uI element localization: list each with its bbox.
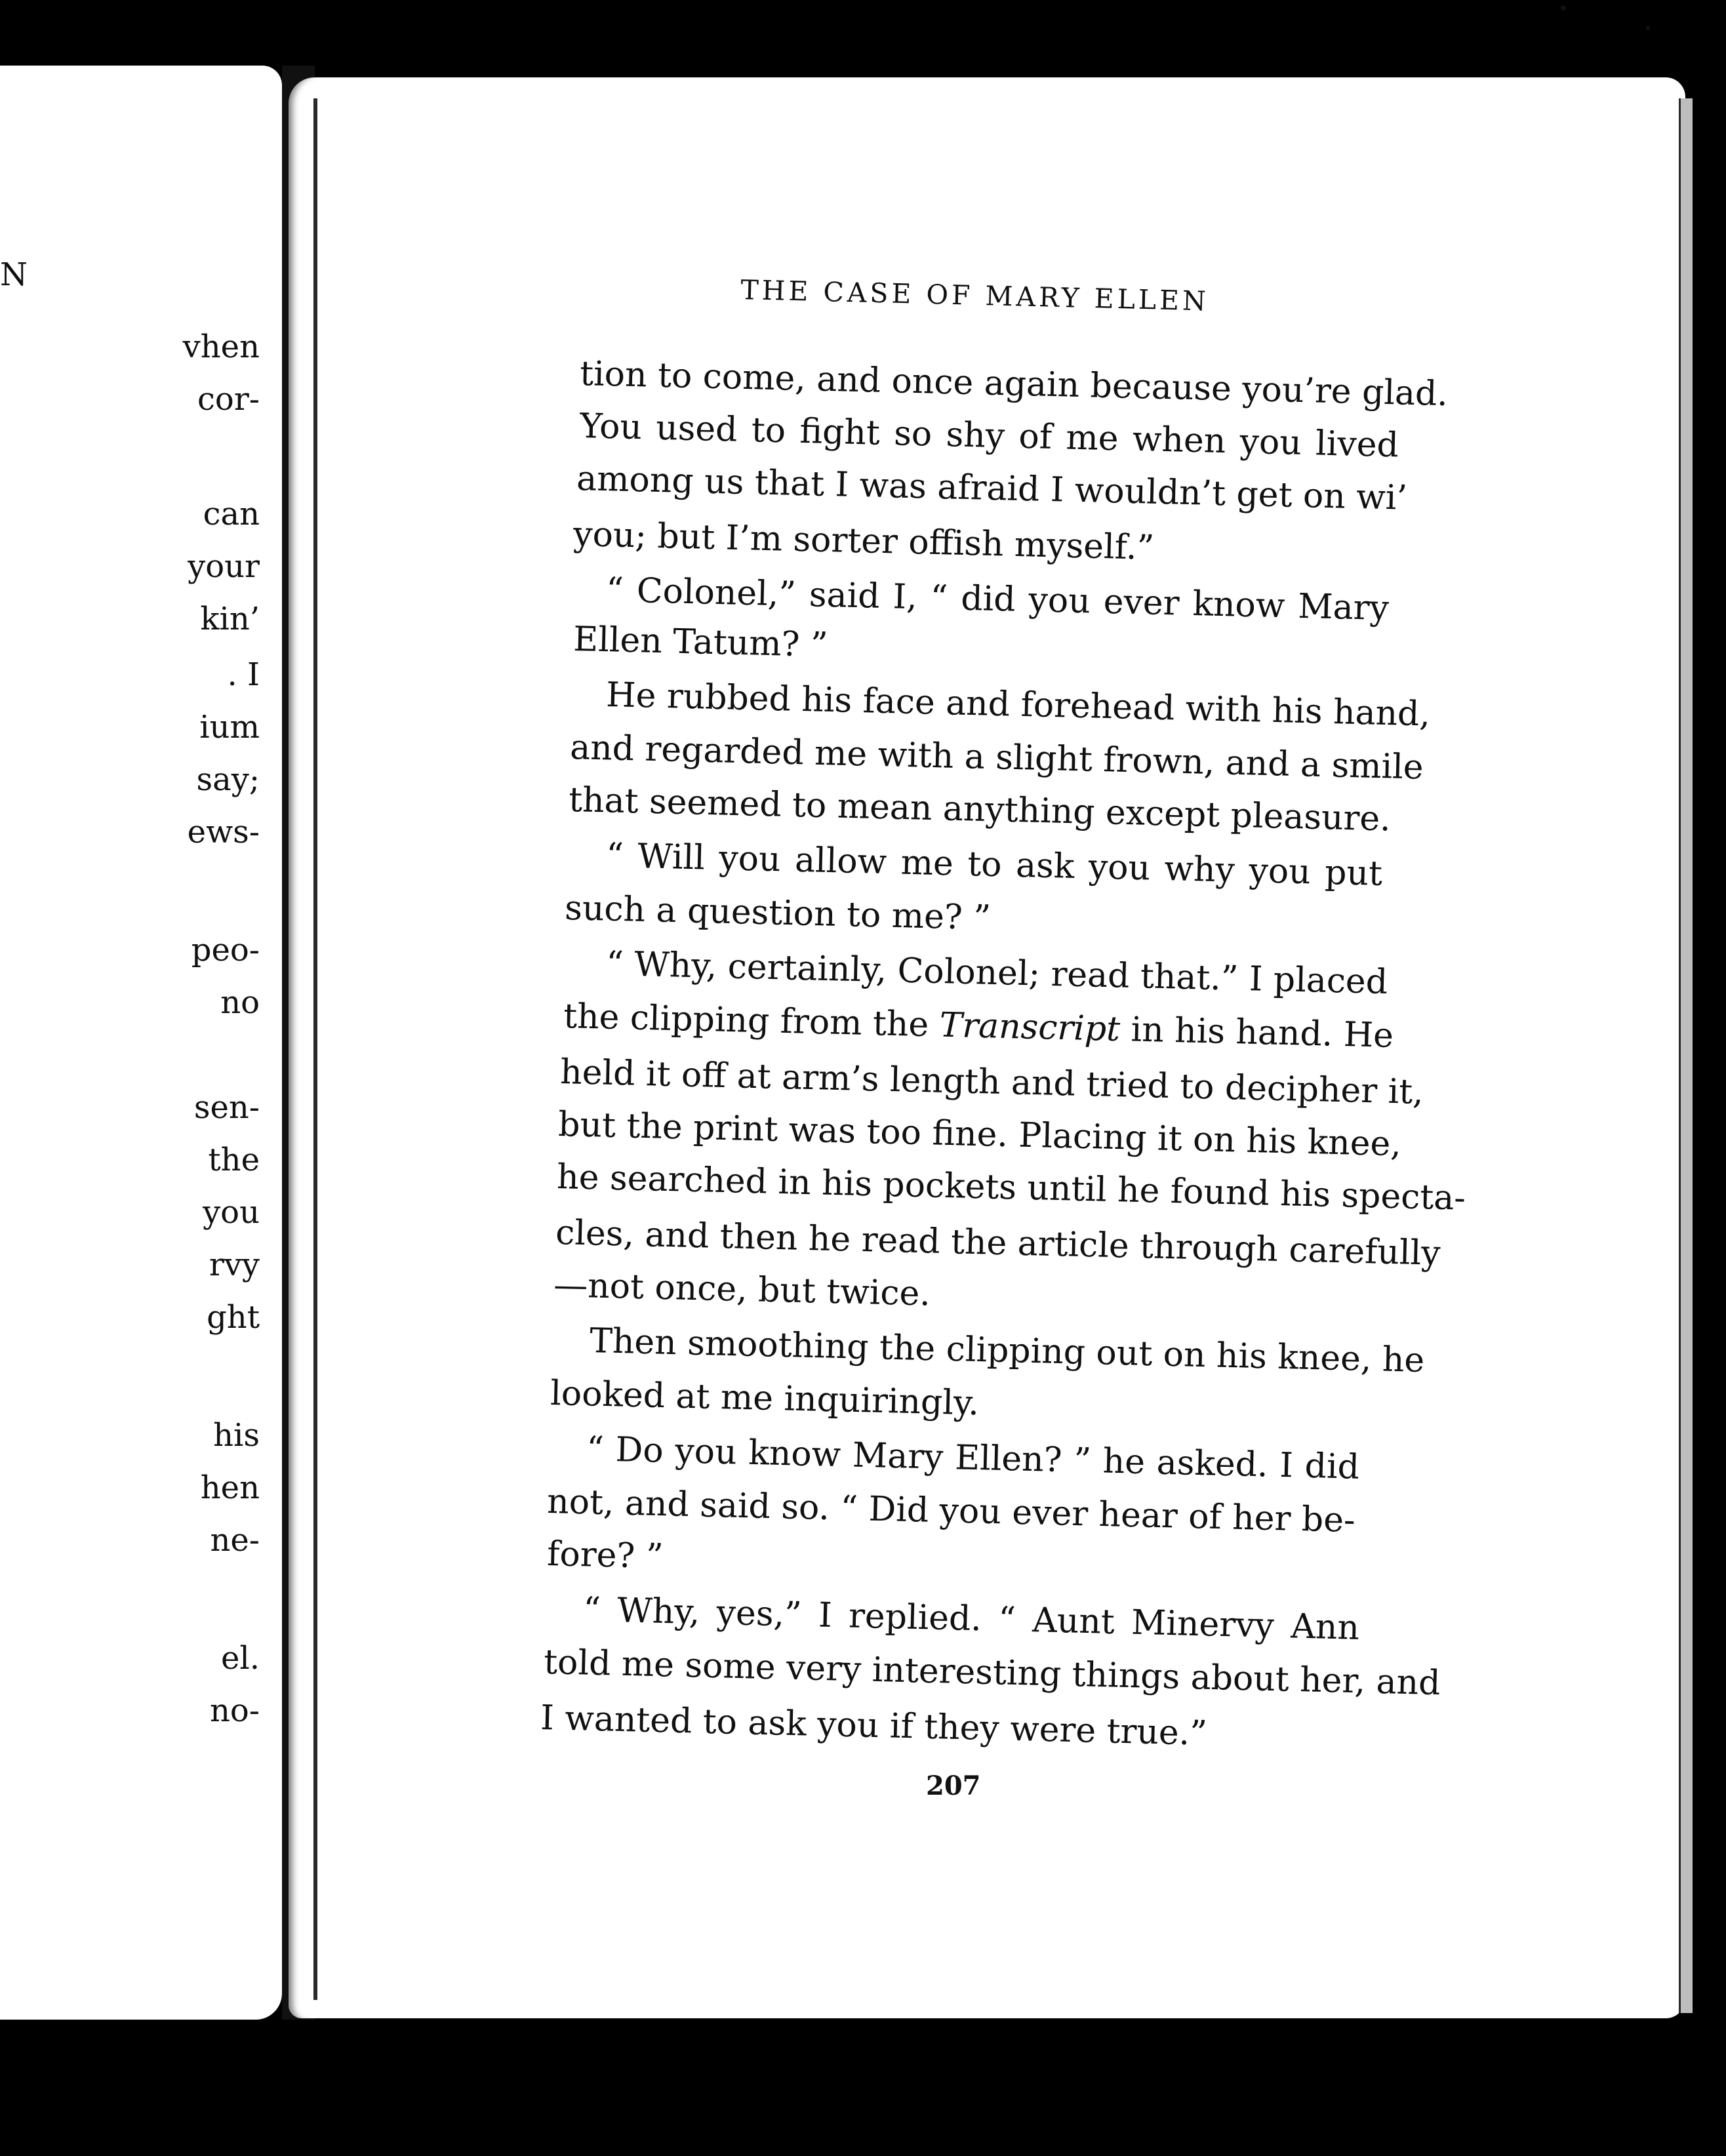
dust-speck [1561,5,1566,10]
text-line: and regarded me with a slight frown, and a smile [569,728,1424,788]
text-line: such a question to me? ” [564,888,992,938]
text-line: “ Will you allow me to ask you why you put [605,836,1383,894]
left-page-fragment: hen [200,1469,260,1506]
left-page-fragment: rvy [209,1247,260,1283]
left-page-fragment: ews- [187,814,260,850]
left-page-fragment: el. [220,1640,260,1677]
text-line: He rubbed his face and forehead with his hand, [605,675,1431,734]
text-line: I wanted to ask you if they were true.” [540,1698,1208,1753]
text-line: the clipping from the Transcript in his hand. He [563,997,1394,1056]
text-line: “ Why, certainly, Colonel; read that.” I placed [605,944,1388,1003]
left-page-fragment: peo- [191,932,260,968]
text-line: not, and said so. “ Did you ever hear of her be- [546,1482,1356,1541]
text-line: You used to fight so shy of me when you lived [579,407,1399,466]
left-page-fragment: no [220,984,260,1021]
left-page-fragment: no- [209,1692,260,1729]
left-page [0,66,282,2020]
italic-title: Transcript [938,1005,1121,1049]
text-line: told me some very interesting things about her, and [543,1643,1441,1704]
dust-speck [1646,26,1650,30]
left-page-fragment: the [208,1142,260,1178]
left-page-fragment: kin’ [200,601,260,637]
text-line: he searched in his pockets until he found his specta- [556,1157,1466,1218]
left-page-fragment: your [188,548,260,585]
left-page-fragment: say; [196,761,260,798]
text-line: Then smoothing the clipping out on his knee, he [589,1321,1425,1380]
left-page-fragment: you [203,1194,260,1231]
text-line: that seemed to mean anything except pleasure. [568,780,1392,839]
left-page-fragment: ght [207,1299,260,1336]
text-line: among us that I was afraid I wouldn’t get on wi’ [576,459,1408,518]
text-line: but the print was too fine. Placing it on his knee, [557,1105,1402,1165]
left-page-fragment: N [0,256,28,293]
text-line: cles, and then he read the article through carefully [555,1213,1441,1273]
text-line: you; but I’m sorter offish myself.” [572,515,1155,568]
text-line: held it off at arm’s length and tried to decipher it, [559,1052,1424,1113]
running-header: THE CASE OF MARY ELLEN [740,274,1210,317]
text-line: looked at me inquiringly. [550,1374,980,1424]
left-page-fragment: vhen [182,329,260,365]
left-page-fragment: sen- [193,1089,260,1126]
binding-stitch [313,98,317,2000]
text-line: Ellen Tatum? ” [572,620,829,666]
left-page-fragment: cor- [197,381,260,418]
page-edge [1679,98,1693,2013]
left-page-fragment: his [213,1417,260,1454]
page-number: 207 [926,1770,981,1801]
text-line: “ Colonel,” said I, “ did you ever know Mary [605,570,1390,629]
text-line: —not once, but twice. [553,1266,931,1314]
left-page-fragment: . I [227,656,260,693]
left-page-fragment: ne- [210,1522,260,1559]
left-page-fragment: can [203,496,260,532]
left-page-fragment: ium [199,709,260,746]
text-line: fore? ” [546,1534,664,1577]
text-line: “ Why, yes,” I replied. “ Aunt Minervy Ann [582,1590,1360,1648]
text-line: “ Do you know Mary Ellen? ” he asked. I did [586,1429,1360,1487]
text-line: tion to come, and once again because you’re glad. [579,354,1449,414]
